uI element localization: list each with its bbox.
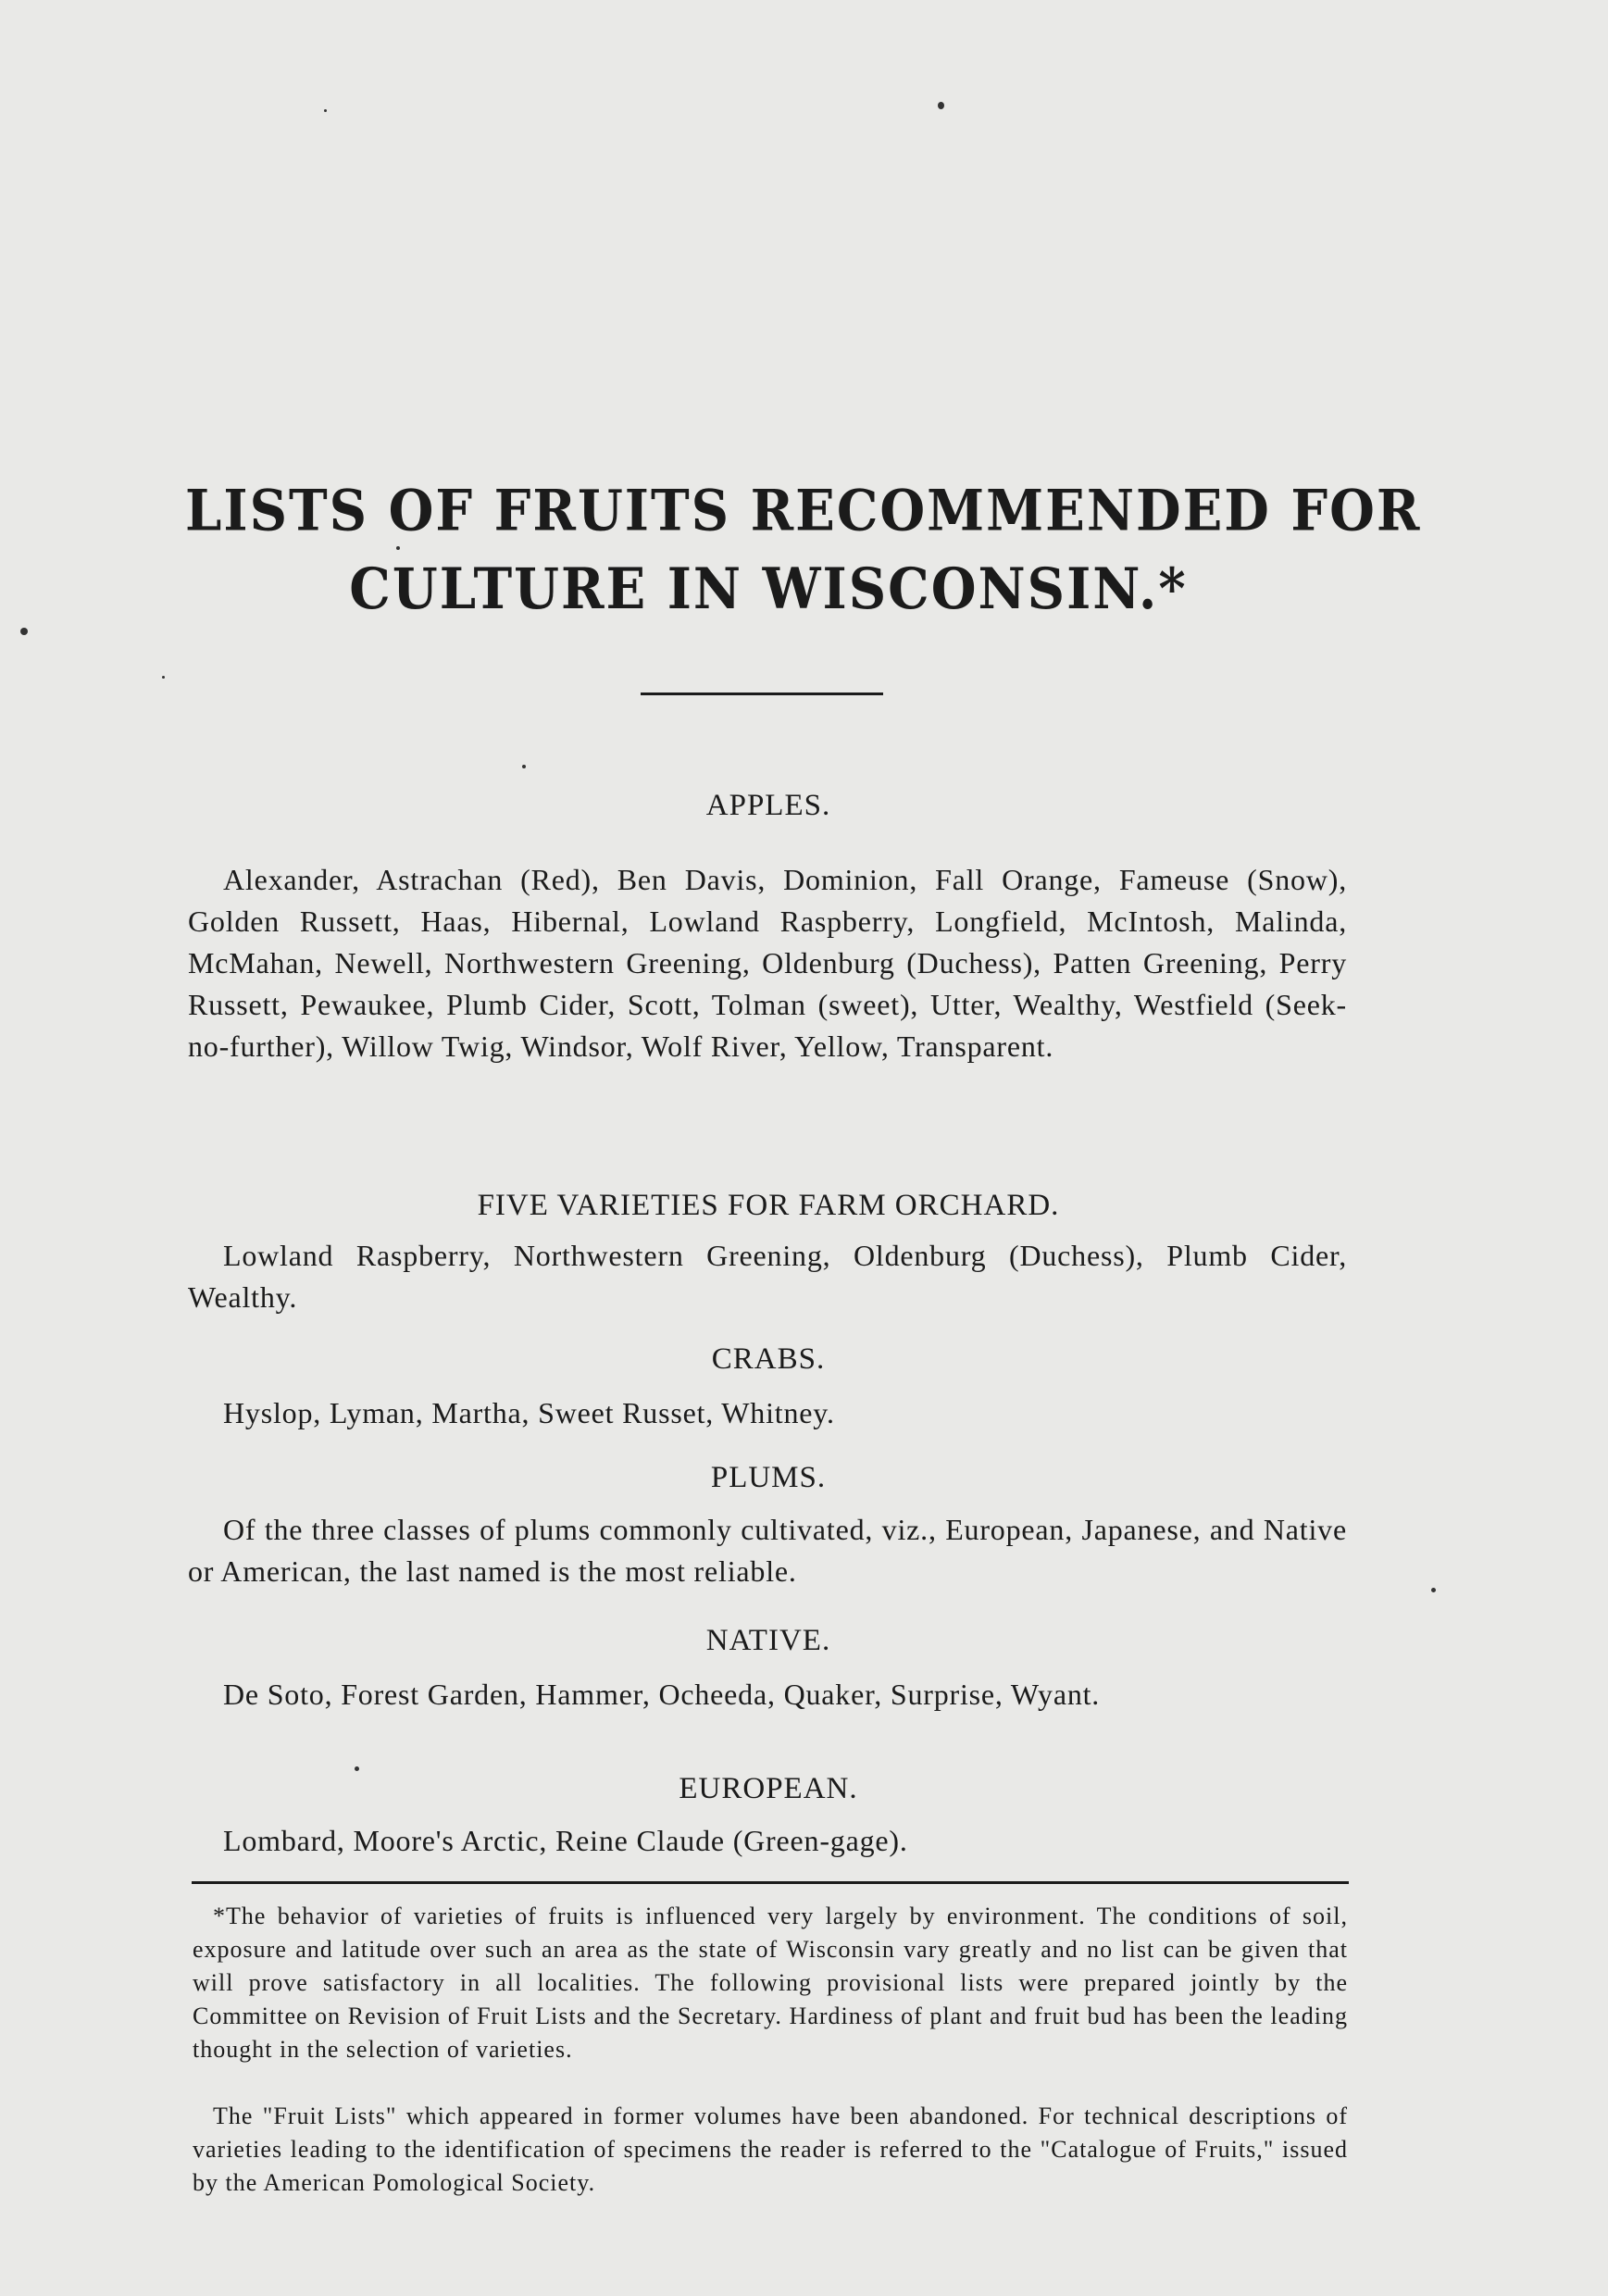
scan-speck — [355, 1766, 359, 1771]
scan-speck — [396, 546, 400, 550]
title-divider — [641, 693, 883, 695]
scan-speck — [162, 676, 165, 679]
scan-speck — [938, 102, 944, 109]
european-list: Lombard, Moore's Arctic, Reine Claude (Green-gage). — [223, 1824, 908, 1857]
plums-heading: PLUMS. — [710, 1461, 827, 1494]
scan-speck — [20, 628, 28, 635]
footnote-paragraph-1: *The behavior of varieties of fruits is influenced very largely by environment. The conditions of soil, exposure and latitude over such an area as the state of Wisconsin vary greatly and no list can be given that will prove satisfactory in all localities. The following provisional lists were prepared jointly by the Committee on Revision of Fruit Lists and the Secretary. Hardiness of plant and fruit bud has been the leading thought in the selection of varieties. — [193, 1903, 1348, 2063]
crabs-heading: CRABS. — [711, 1342, 826, 1376]
scan-speck — [522, 765, 526, 768]
apples-heading: APPLES. — [705, 789, 831, 822]
plums-text: Of the three classes of plums commonly cultivated, viz., European, Japanese, and Native or American, the last named is the most reliable. — [188, 1513, 1347, 1588]
scan-speck — [1431, 1588, 1436, 1592]
native-heading: NATIVE. — [705, 1624, 831, 1657]
scan-speck — [324, 109, 327, 112]
title-line-2: CULTURE IN WISCONSIN.* — [349, 555, 1188, 622]
crabs-list: Hyslop, Lyman, Martha, Sweet Russet, Whitney. — [223, 1396, 835, 1429]
apples-list: Alexander, Astrachan (Red), Ben Davis, Dominion, Fall Orange, Fameuse (Snow), Golden Russett, Haas, Hibernal, Lowland Raspberry, Longfield, McIntosh, Malinda, McMahan, Newell, Northwestern Greening, Oldenburg (Duchess), Patten Greening, Perry Russett, Pewaukee, Plumb Cider, Scott, Tolman (sweet), Utter, Wealthy, Westfield (Seek-no-further), Willow Twig, Windsor, Wolf River, Yellow, Transparent. — [188, 863, 1347, 1063]
european-heading: EUROPEAN. — [679, 1772, 858, 1805]
page-title — [185, 472, 1422, 628]
title-line-1: LISTS OF FRUITS RECOMMENDED FOR — [185, 478, 1422, 544]
native-list: De Soto, Forest Garden, Hammer, Ocheeda, Quaker, Surprise, Wyant. — [223, 1678, 1101, 1711]
footnote-paragraph-2: The "Fruit Lists" which appeared in former volumes have been abandoned. For technical descriptions of varieties leading to the identification of specimens the reader is referred to the "Catalogue of Fruits," issued by the American Pomological Society. — [193, 2103, 1348, 2196]
footnote-divider — [192, 1881, 1349, 1884]
farm-orchard-heading: FIVE VARIETIES FOR FARM ORCHARD. — [477, 1189, 1060, 1222]
farm-orchard-list: Lowland Raspberry, Northwestern Greening, Oldenburg (Duchess), Plumb Cider, Wealthy. — [188, 1239, 1347, 1314]
